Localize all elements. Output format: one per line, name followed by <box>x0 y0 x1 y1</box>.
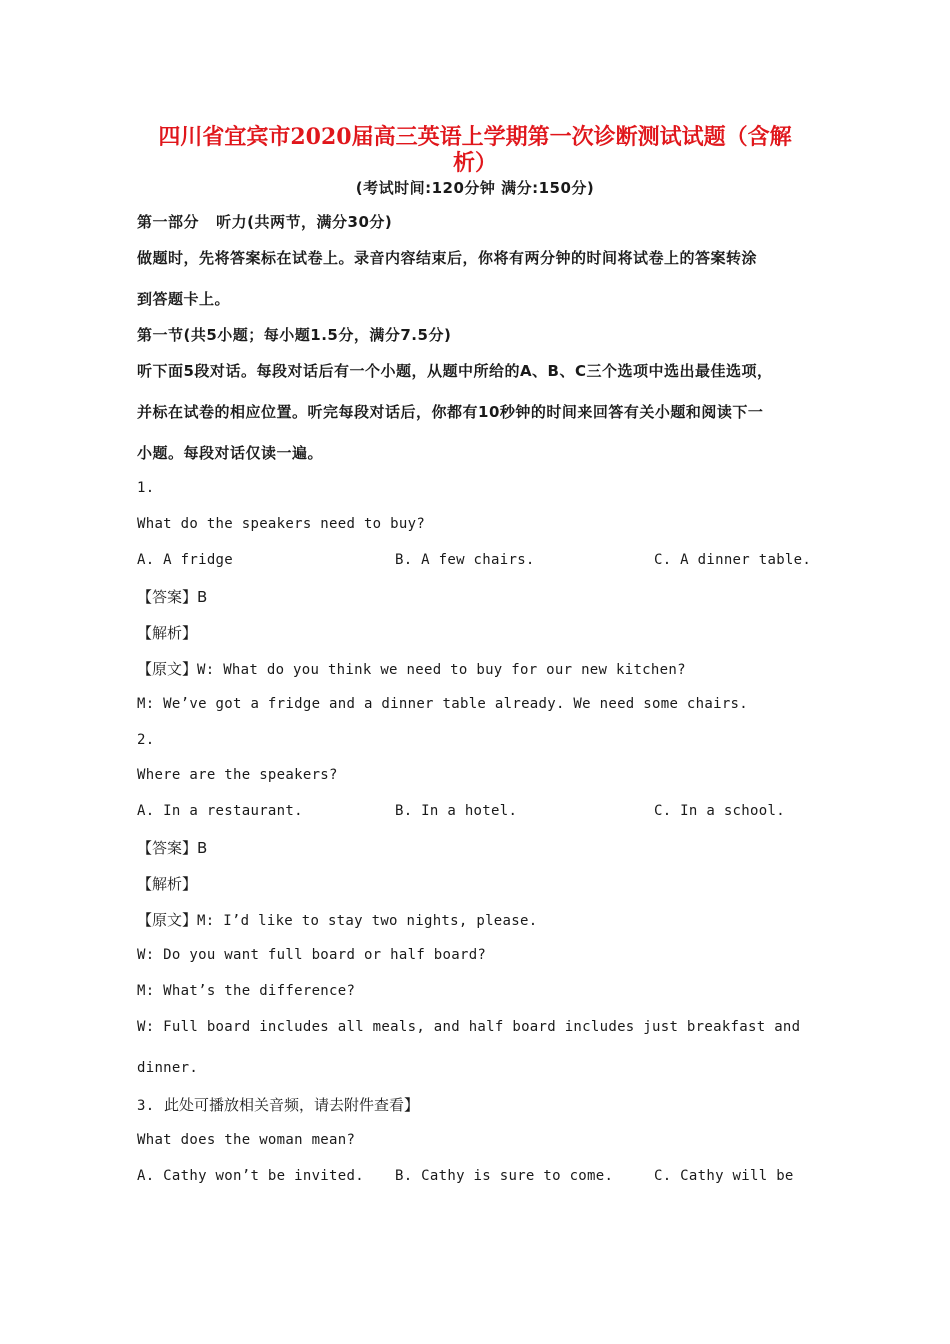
q2-question: Where are the speakers? <box>137 767 338 783</box>
q3-option-a: A. Cathy won’t be invited. <box>137 1168 364 1184</box>
q2-number: 2. <box>137 732 155 748</box>
q2-transcript-label: 【原文】 <box>137 911 198 929</box>
document-title-line1: 四川省宜宾市2020届高三英语上学期第一次诊断测试试题（含解 <box>158 124 792 150</box>
section1-instructions-line3: 小题。每段对话仅读一遍。 <box>137 444 324 462</box>
q2-transcript-line4: W: Full board includes all meals, and half board includes just breakfast and <box>137 1019 801 1035</box>
q2-transcript-line1: M: I’d like to stay two nights, please. <box>197 913 538 929</box>
q3-number: 3. <box>137 1098 155 1114</box>
q2-option-a: A. In a restaurant. <box>137 803 303 819</box>
document-title-line2: 析） <box>452 150 497 176</box>
q3-option-b: B. Cathy is sure to come. <box>395 1168 614 1184</box>
q2-answer: 【答案】B <box>137 839 208 857</box>
q3-option-c: C. Cathy will be <box>654 1168 794 1184</box>
q1-answer: 【答案】B <box>137 588 208 606</box>
q3-header <box>137 1094 419 1115</box>
q1-option-b: B. A few chairs. <box>395 552 535 568</box>
q1-option-c: C. A dinner table. <box>654 552 812 568</box>
q1-analysis-label: 【解析】 <box>137 624 198 642</box>
q2-option-b: B. In a hotel. <box>395 803 518 819</box>
q2-analysis-label: 【解析】 <box>137 875 198 893</box>
q1-question: What do the speakers need to buy? <box>137 516 426 532</box>
exam-info: (考试时间:120分钟 满分:150分) <box>355 179 595 197</box>
q2-option-c: C. In a school. <box>654 803 785 819</box>
section1-instructions-line2: 并标在试卷的相应位置。听完每段对话后，你都有10秒钟的时间来回答有关小题和阅读下一 <box>137 403 764 421</box>
q3-question: What does the woman mean? <box>137 1132 356 1148</box>
q1-transcript-label: 【原文】 <box>137 660 198 678</box>
q1-number: 1. <box>137 480 155 496</box>
section1-instructions-line1: 听下面5段对话。每段对话后有一个小题，从题中所给的A、B、C三个选项中选出最佳选项， <box>137 362 773 380</box>
q2-transcript-line5: dinner. <box>137 1060 199 1076</box>
q1-transcript-line1: W: What do you think we need to buy for our new kitchen? <box>197 662 686 678</box>
q2-transcript-line3: M: What’s the difference? <box>137 983 356 999</box>
q1-transcript <box>137 658 686 679</box>
instructions-line1: 做题时，先将答案标在试卷上。录音内容结束后，你将有两分钟的时间将试卷上的答案转涂 <box>137 249 758 267</box>
instructions-line2: 到答题卡上。 <box>137 290 231 308</box>
q1-option-a: A. A fridge <box>137 552 234 568</box>
q2-transcript-line2: W: Do you want full board or half board? <box>137 947 487 963</box>
q3-audio-note: 此处可播放相关音频，请去附件查看】 <box>164 1096 420 1114</box>
q2-transcript <box>137 909 537 930</box>
part1-heading: 第一部分 听力(共两节，满分30分) <box>137 213 393 231</box>
q1-transcript-line2: M: We’ve got a fridge and a dinner table already. We need some chairs. <box>137 696 749 712</box>
section1-heading: 第一节(共5小题；每小题1.5分，满分7.5分) <box>137 326 452 344</box>
